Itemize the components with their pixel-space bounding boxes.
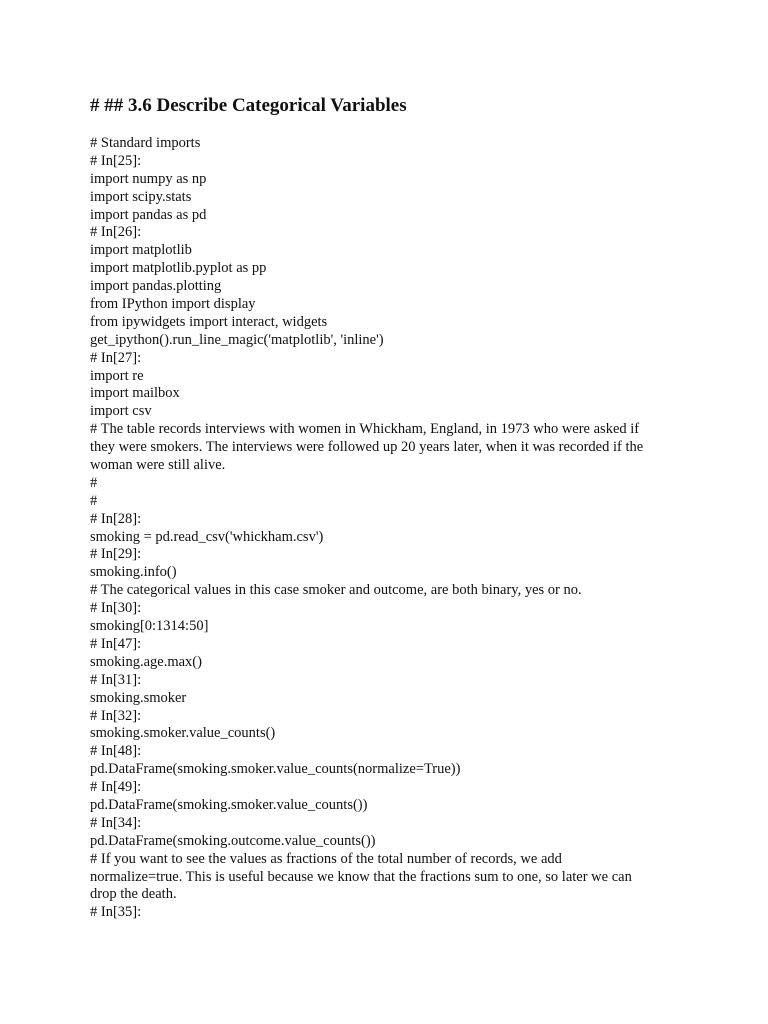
text-line: they were smokers. The interviews were followed up 20 years later, when it was recorded if the <box>90 439 644 456</box>
text-line: import re <box>90 367 144 384</box>
text-line: smoking = pd.read_csv('whickham.csv') <box>90 528 324 545</box>
text-line: # The table records interviews with women in Whickham, England, in 1973 who were asked if <box>90 421 640 438</box>
text-line: import csv <box>90 403 152 420</box>
text-line: from IPython import display <box>90 296 256 313</box>
text-line: # <box>90 492 98 509</box>
text-line: drop the death. <box>90 886 177 903</box>
text-line: # If you want to see the values as fractions of the total number of records, we add <box>90 850 562 867</box>
text-line: smoking[0:1314:50] <box>90 618 209 635</box>
text-line: # In[48]: <box>90 743 142 760</box>
text-line: # In[30]: <box>90 600 142 617</box>
text-line: smoking.age.max() <box>90 653 202 670</box>
text-line: import pandas as pd <box>90 206 207 223</box>
text-line: import scipy.stats <box>90 188 192 205</box>
text-line: smoking.smoker <box>90 689 187 706</box>
text-line: pd.DataFrame(smoking.smoker.value_counts()) <box>90 796 368 813</box>
text-line: smoking.info() <box>90 564 177 581</box>
text-line: # The categorical values in this case smoker and outcome, are both binary, yes or no. <box>90 582 582 599</box>
text-line: # In[31]: <box>90 671 142 688</box>
text-line: import matplotlib <box>90 242 192 259</box>
section-heading: # ## 3.6 Describe Categorical Variables <box>90 95 407 116</box>
text-line: import mailbox <box>90 385 180 402</box>
text-line: smoking.smoker.value_counts() <box>90 725 276 742</box>
text-line: get_ipython().run_line_magic('matplotlib', 'inline') <box>90 331 384 348</box>
text-line: # In[32]: <box>90 707 142 724</box>
document-body <box>90 135 690 922</box>
text-line: # In[47]: <box>90 635 142 652</box>
text-line: pd.DataFrame(smoking.smoker.value_counts(normalize=True)) <box>90 761 461 778</box>
text-line: import pandas.plotting <box>90 278 222 295</box>
text-line: # Standard imports <box>90 135 201 151</box>
text-line: import matplotlib.pyplot as pp <box>90 260 267 277</box>
text-line: # <box>90 474 98 491</box>
text-line: # In[26]: <box>90 224 142 241</box>
text-line: # In[27]: <box>90 349 142 366</box>
text-line: # In[34]: <box>90 814 142 831</box>
text-line: import numpy as np <box>90 170 207 187</box>
text-line: # In[35]: <box>90 904 142 921</box>
text-line: pd.DataFrame(smoking.outcome.value_counts()) <box>90 832 376 849</box>
text-line: woman were still alive. <box>90 457 226 474</box>
text-line: # In[49]: <box>90 779 142 796</box>
text-line: # In[25]: <box>90 152 142 169</box>
text-line: # In[29]: <box>90 546 142 563</box>
text-line: normalize=true. This is useful because we know that the fractions sum to one, so later we can <box>90 868 632 885</box>
text-line: from ipywidgets import interact, widgets <box>90 313 328 330</box>
text-line: # In[28]: <box>90 510 142 527</box>
